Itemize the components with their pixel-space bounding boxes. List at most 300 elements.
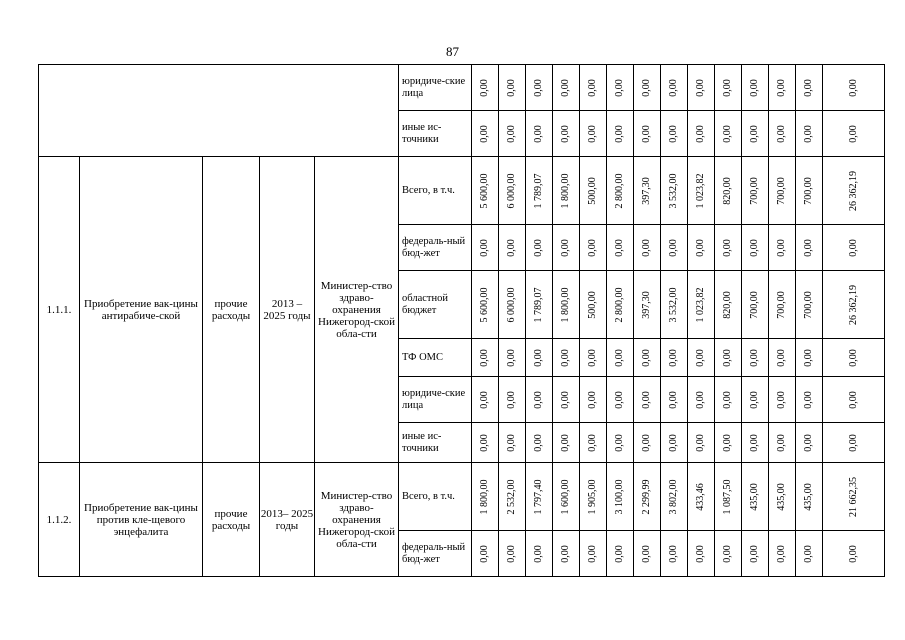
value-cell bbox=[796, 377, 823, 423]
value-cell bbox=[499, 423, 526, 463]
value-cell bbox=[661, 157, 688, 225]
value-text: 820,00 bbox=[722, 290, 733, 319]
value-text: 0,00 bbox=[587, 433, 598, 452]
value-cell bbox=[769, 377, 796, 423]
value-text: 700,00 bbox=[776, 290, 787, 319]
value-cell bbox=[769, 157, 796, 225]
value-cell bbox=[634, 377, 661, 423]
value-text: 0,00 bbox=[847, 348, 859, 367]
value-text: 0,00 bbox=[479, 238, 490, 257]
value-text: 5 600,00 bbox=[479, 287, 490, 322]
value-cell bbox=[499, 377, 526, 423]
value-cell bbox=[715, 157, 742, 225]
value-text: 0,00 bbox=[847, 124, 859, 143]
value-cell bbox=[526, 111, 553, 157]
value-cell bbox=[607, 463, 634, 531]
value-text: 0,00 bbox=[506, 124, 517, 143]
continuation-blank-cell bbox=[39, 65, 399, 157]
executor: Министер-ство здраво-охранения Нижегород-ской обла-сти bbox=[315, 463, 399, 577]
value-cell bbox=[526, 225, 553, 271]
value-cell bbox=[553, 157, 580, 225]
value-cell bbox=[553, 65, 580, 111]
value-text: 0,00 bbox=[695, 238, 706, 257]
value-cell bbox=[472, 531, 499, 577]
value-cell bbox=[607, 225, 634, 271]
value-text: 0,00 bbox=[533, 238, 544, 257]
value-cell bbox=[742, 271, 769, 339]
value-cell bbox=[472, 377, 499, 423]
value-text: 0,00 bbox=[560, 78, 571, 97]
value-text: 0,00 bbox=[479, 433, 490, 452]
value-text: 3 532,00 bbox=[668, 287, 679, 322]
value-cell bbox=[823, 531, 885, 577]
source-cell: юридиче-ские лица bbox=[399, 65, 472, 111]
value-text: 0,00 bbox=[533, 78, 544, 97]
value-text: 0,00 bbox=[614, 348, 625, 367]
value-cell bbox=[742, 225, 769, 271]
value-cell bbox=[607, 111, 634, 157]
value-text: 0,00 bbox=[641, 124, 652, 143]
value-cell bbox=[769, 423, 796, 463]
value-text: 0,00 bbox=[506, 390, 517, 409]
value-cell bbox=[796, 111, 823, 157]
value-cell bbox=[580, 423, 607, 463]
value-cell bbox=[634, 111, 661, 157]
value-text: 1 023,82 bbox=[695, 173, 706, 208]
value-text: 0,00 bbox=[641, 238, 652, 257]
value-text: 0,00 bbox=[560, 390, 571, 409]
value-text: 0,00 bbox=[847, 78, 859, 97]
value-text: 0,00 bbox=[533, 390, 544, 409]
source-cell: Всего, в т.ч. bbox=[399, 157, 472, 225]
source-cell: иные ис-точники bbox=[399, 111, 472, 157]
value-cell bbox=[526, 423, 553, 463]
value-cell bbox=[499, 225, 526, 271]
source-cell: иные ис-точники bbox=[399, 423, 472, 463]
value-text: 21 662,35 bbox=[847, 476, 859, 517]
value-text: 0,00 bbox=[587, 390, 598, 409]
value-text: 1 087,50 bbox=[722, 479, 733, 514]
value-cell bbox=[499, 463, 526, 531]
value-text: 0,00 bbox=[803, 390, 814, 409]
value-text: 1 797,40 bbox=[533, 479, 544, 514]
value-cell bbox=[661, 377, 688, 423]
value-cell bbox=[499, 531, 526, 577]
value-text: 1 800,00 bbox=[560, 287, 571, 322]
value-cell bbox=[472, 463, 499, 531]
value-text: 0,00 bbox=[614, 544, 625, 563]
value-text: 0,00 bbox=[614, 390, 625, 409]
value-cell bbox=[634, 463, 661, 531]
measure-code: 1.1.2. bbox=[39, 463, 80, 577]
table-row bbox=[39, 463, 885, 531]
value-cell bbox=[823, 225, 885, 271]
value-cell bbox=[661, 339, 688, 377]
value-text: 0,00 bbox=[560, 544, 571, 563]
value-cell bbox=[688, 157, 715, 225]
value-cell bbox=[823, 377, 885, 423]
value-text: 0,00 bbox=[668, 348, 679, 367]
value-cell bbox=[742, 157, 769, 225]
value-text: 397,30 bbox=[641, 290, 652, 319]
measure-name: Приобретение вак-цины против кле-щевого энцефалита bbox=[80, 463, 203, 577]
value-cell bbox=[769, 111, 796, 157]
value-cell bbox=[580, 531, 607, 577]
value-text: 0,00 bbox=[803, 238, 814, 257]
value-text: 0,00 bbox=[587, 544, 598, 563]
value-cell bbox=[607, 377, 634, 423]
value-cell bbox=[742, 377, 769, 423]
value-cell bbox=[661, 111, 688, 157]
measure-name: Приобретение вак-цины антирабиче-ской bbox=[80, 157, 203, 463]
value-text: 0,00 bbox=[722, 124, 733, 143]
value-text: 0,00 bbox=[749, 390, 760, 409]
value-text: 0,00 bbox=[695, 78, 706, 97]
value-cell bbox=[580, 339, 607, 377]
value-cell bbox=[499, 65, 526, 111]
value-cell bbox=[661, 463, 688, 531]
value-text: 0,00 bbox=[614, 124, 625, 143]
value-text: 397,30 bbox=[641, 176, 652, 205]
value-cell bbox=[472, 157, 499, 225]
value-cell bbox=[715, 463, 742, 531]
value-cell bbox=[553, 225, 580, 271]
value-cell bbox=[715, 111, 742, 157]
value-cell bbox=[715, 377, 742, 423]
value-cell bbox=[769, 225, 796, 271]
value-text: 1 800,00 bbox=[560, 173, 571, 208]
value-cell bbox=[553, 377, 580, 423]
value-cell bbox=[580, 271, 607, 339]
value-text: 0,00 bbox=[587, 348, 598, 367]
value-cell bbox=[553, 339, 580, 377]
value-text: 0,00 bbox=[722, 348, 733, 367]
value-cell bbox=[553, 531, 580, 577]
value-cell bbox=[526, 531, 553, 577]
value-text: 0,00 bbox=[695, 390, 706, 409]
value-cell bbox=[769, 65, 796, 111]
value-cell bbox=[661, 531, 688, 577]
value-text: 0,00 bbox=[803, 124, 814, 143]
value-text: 0,00 bbox=[847, 433, 859, 452]
value-text: 2 532,00 bbox=[506, 479, 517, 514]
value-text: 0,00 bbox=[560, 433, 571, 452]
value-cell bbox=[472, 271, 499, 339]
value-cell bbox=[526, 377, 553, 423]
page-number: 87 bbox=[446, 44, 459, 59]
value-text: 2 800,00 bbox=[614, 287, 625, 322]
value-cell bbox=[796, 423, 823, 463]
value-cell bbox=[607, 65, 634, 111]
value-cell bbox=[688, 423, 715, 463]
value-cell bbox=[661, 225, 688, 271]
value-cell bbox=[823, 463, 885, 531]
value-cell bbox=[634, 271, 661, 339]
value-cell bbox=[580, 225, 607, 271]
value-cell bbox=[472, 111, 499, 157]
value-text: 1 789,07 bbox=[533, 287, 544, 322]
value-text: 0,00 bbox=[668, 390, 679, 409]
value-cell bbox=[661, 271, 688, 339]
budget-table bbox=[38, 64, 885, 577]
measure-code: 1.1.1. bbox=[39, 157, 80, 463]
value-text: 0,00 bbox=[641, 390, 652, 409]
value-cell bbox=[715, 225, 742, 271]
source-cell: федераль-ный бюд-жет bbox=[399, 531, 472, 577]
value-cell bbox=[796, 531, 823, 577]
value-text: 500,00 bbox=[587, 176, 598, 205]
value-text: 0,00 bbox=[641, 544, 652, 563]
value-text: 433,46 bbox=[695, 482, 706, 511]
value-cell bbox=[499, 271, 526, 339]
value-text: 0,00 bbox=[668, 433, 679, 452]
value-cell bbox=[715, 423, 742, 463]
value-text: 0,00 bbox=[668, 544, 679, 563]
value-text: 0,00 bbox=[560, 124, 571, 143]
value-cell bbox=[688, 225, 715, 271]
value-cell bbox=[688, 377, 715, 423]
value-text: 820,00 bbox=[722, 176, 733, 205]
value-cell bbox=[823, 339, 885, 377]
value-text: 0,00 bbox=[533, 544, 544, 563]
value-text: 0,00 bbox=[641, 78, 652, 97]
period: 2013– 2025 годы bbox=[260, 463, 315, 577]
value-text: 0,00 bbox=[722, 433, 733, 452]
value-text: 0,00 bbox=[847, 238, 859, 257]
source-cell: Всего, в т.ч. bbox=[399, 463, 472, 531]
value-cell bbox=[796, 339, 823, 377]
value-cell bbox=[607, 339, 634, 377]
value-cell bbox=[742, 111, 769, 157]
value-cell bbox=[607, 531, 634, 577]
value-cell bbox=[769, 463, 796, 531]
value-text: 0,00 bbox=[695, 433, 706, 452]
value-cell bbox=[742, 463, 769, 531]
value-cell bbox=[499, 339, 526, 377]
value-cell bbox=[823, 157, 885, 225]
value-text: 0,00 bbox=[776, 348, 787, 367]
value-text: 700,00 bbox=[749, 290, 760, 319]
value-text: 500,00 bbox=[587, 290, 598, 319]
value-cell bbox=[823, 111, 885, 157]
value-text: 0,00 bbox=[776, 124, 787, 143]
value-cell bbox=[688, 65, 715, 111]
value-text: 0,00 bbox=[587, 78, 598, 97]
value-text: 0,00 bbox=[749, 238, 760, 257]
value-text: 5 600,00 bbox=[479, 173, 490, 208]
value-cell bbox=[769, 339, 796, 377]
value-cell bbox=[715, 531, 742, 577]
table-body bbox=[39, 65, 885, 577]
source-cell: областной бюджет bbox=[399, 271, 472, 339]
value-cell bbox=[742, 531, 769, 577]
value-text: 0,00 bbox=[776, 238, 787, 257]
value-cell bbox=[553, 111, 580, 157]
value-text: 0,00 bbox=[776, 390, 787, 409]
value-text: 0,00 bbox=[776, 433, 787, 452]
value-cell bbox=[769, 271, 796, 339]
value-text: 0,00 bbox=[749, 348, 760, 367]
value-cell bbox=[499, 111, 526, 157]
value-text: 0,00 bbox=[847, 544, 859, 563]
value-cell bbox=[661, 65, 688, 111]
value-text: 0,00 bbox=[641, 433, 652, 452]
value-cell bbox=[580, 377, 607, 423]
value-cell bbox=[742, 65, 769, 111]
value-text: 0,00 bbox=[533, 348, 544, 367]
value-cell bbox=[634, 225, 661, 271]
value-cell bbox=[688, 111, 715, 157]
value-text: 0,00 bbox=[749, 544, 760, 563]
value-text: 0,00 bbox=[749, 433, 760, 452]
value-text: 0,00 bbox=[803, 78, 814, 97]
value-text: 0,00 bbox=[847, 390, 859, 409]
value-cell bbox=[553, 423, 580, 463]
value-text: 0,00 bbox=[506, 78, 517, 97]
value-cell bbox=[526, 65, 553, 111]
source-cell: юридиче-ские лица bbox=[399, 377, 472, 423]
value-text: 3 802,00 bbox=[668, 479, 679, 514]
value-text: 435,00 bbox=[776, 482, 787, 511]
value-cell bbox=[688, 271, 715, 339]
value-text: 1 905,00 bbox=[587, 479, 598, 514]
value-cell bbox=[580, 65, 607, 111]
value-text: 0,00 bbox=[668, 124, 679, 143]
value-text: 1 600,00 bbox=[560, 479, 571, 514]
value-cell bbox=[661, 423, 688, 463]
value-text: 0,00 bbox=[560, 348, 571, 367]
value-text: 1 800,00 bbox=[479, 479, 490, 514]
source-cell: федераль-ный бюд-жет bbox=[399, 225, 472, 271]
value-cell bbox=[688, 463, 715, 531]
value-text: 700,00 bbox=[776, 176, 787, 205]
value-cell bbox=[634, 423, 661, 463]
value-text: 0,00 bbox=[641, 348, 652, 367]
value-cell bbox=[526, 271, 553, 339]
value-cell bbox=[472, 225, 499, 271]
value-cell bbox=[580, 157, 607, 225]
value-text: 2 299,99 bbox=[641, 479, 652, 514]
value-text: 0,00 bbox=[749, 124, 760, 143]
value-text: 0,00 bbox=[479, 390, 490, 409]
value-text: 700,00 bbox=[749, 176, 760, 205]
value-text: 26 362,19 bbox=[847, 170, 859, 211]
value-text: 0,00 bbox=[722, 390, 733, 409]
value-cell bbox=[634, 531, 661, 577]
value-cell bbox=[688, 339, 715, 377]
value-cell bbox=[715, 65, 742, 111]
value-text: 0,00 bbox=[533, 433, 544, 452]
value-text: 3 100,00 bbox=[614, 479, 625, 514]
value-text: 0,00 bbox=[587, 124, 598, 143]
value-text: 0,00 bbox=[506, 433, 517, 452]
value-text: 700,00 bbox=[803, 176, 814, 205]
value-text: 0,00 bbox=[695, 124, 706, 143]
value-cell bbox=[796, 463, 823, 531]
value-cell bbox=[580, 111, 607, 157]
value-text: 0,00 bbox=[668, 78, 679, 97]
value-cell bbox=[607, 271, 634, 339]
value-text: 0,00 bbox=[614, 238, 625, 257]
value-cell bbox=[823, 271, 885, 339]
period: 2013 – 2025 годы bbox=[260, 157, 315, 463]
value-text: 0,00 bbox=[533, 124, 544, 143]
table-row bbox=[39, 157, 885, 225]
value-text: 0,00 bbox=[614, 78, 625, 97]
value-text: 6 000,00 bbox=[506, 173, 517, 208]
value-cell bbox=[472, 339, 499, 377]
value-text: 0,00 bbox=[803, 544, 814, 563]
value-cell bbox=[796, 65, 823, 111]
value-cell bbox=[526, 463, 553, 531]
value-text: 0,00 bbox=[722, 238, 733, 257]
value-text: 0,00 bbox=[749, 78, 760, 97]
expense-type: прочие расходы bbox=[203, 157, 260, 463]
value-text: 0,00 bbox=[722, 78, 733, 97]
value-text: 0,00 bbox=[803, 433, 814, 452]
expense-type: прочие расходы bbox=[203, 463, 260, 577]
value-text: 0,00 bbox=[776, 544, 787, 563]
value-cell bbox=[742, 339, 769, 377]
value-cell bbox=[634, 65, 661, 111]
value-text: 700,00 bbox=[803, 290, 814, 319]
value-text: 1 789,07 bbox=[533, 173, 544, 208]
value-text: 0,00 bbox=[722, 544, 733, 563]
table-row bbox=[39, 65, 885, 111]
value-cell bbox=[715, 339, 742, 377]
value-text: 0,00 bbox=[614, 433, 625, 452]
value-text: 6 000,00 bbox=[506, 287, 517, 322]
value-cell bbox=[634, 157, 661, 225]
value-text: 0,00 bbox=[479, 348, 490, 367]
value-cell bbox=[607, 157, 634, 225]
value-text: 26 362,19 bbox=[847, 284, 859, 325]
value-cell bbox=[607, 423, 634, 463]
value-cell bbox=[742, 423, 769, 463]
value-cell bbox=[823, 423, 885, 463]
value-text: 0,00 bbox=[479, 78, 490, 97]
value-cell bbox=[823, 65, 885, 111]
executor: Министер-ство здраво-охранения Нижегород-ской обла-сти bbox=[315, 157, 399, 463]
value-text: 0,00 bbox=[803, 348, 814, 367]
value-text: 0,00 bbox=[668, 238, 679, 257]
source-cell: ТФ ОМС bbox=[399, 339, 472, 377]
value-cell bbox=[769, 531, 796, 577]
value-cell bbox=[688, 531, 715, 577]
value-cell bbox=[499, 157, 526, 225]
value-cell bbox=[796, 271, 823, 339]
value-text: 0,00 bbox=[587, 238, 598, 257]
value-cell bbox=[526, 157, 553, 225]
value-text: 0,00 bbox=[695, 348, 706, 367]
value-text: 0,00 bbox=[479, 544, 490, 563]
value-text: 0,00 bbox=[506, 544, 517, 563]
value-cell bbox=[634, 339, 661, 377]
value-cell bbox=[715, 271, 742, 339]
value-text: 1 023,82 bbox=[695, 287, 706, 322]
value-text: 0,00 bbox=[695, 544, 706, 563]
value-text: 435,00 bbox=[749, 482, 760, 511]
value-cell bbox=[526, 339, 553, 377]
value-cell bbox=[796, 157, 823, 225]
value-cell bbox=[553, 271, 580, 339]
value-cell bbox=[553, 463, 580, 531]
value-cell bbox=[796, 225, 823, 271]
value-text: 3 532,00 bbox=[668, 173, 679, 208]
value-text: 0,00 bbox=[479, 124, 490, 143]
value-text: 0,00 bbox=[506, 348, 517, 367]
value-text: 435,00 bbox=[803, 482, 814, 511]
